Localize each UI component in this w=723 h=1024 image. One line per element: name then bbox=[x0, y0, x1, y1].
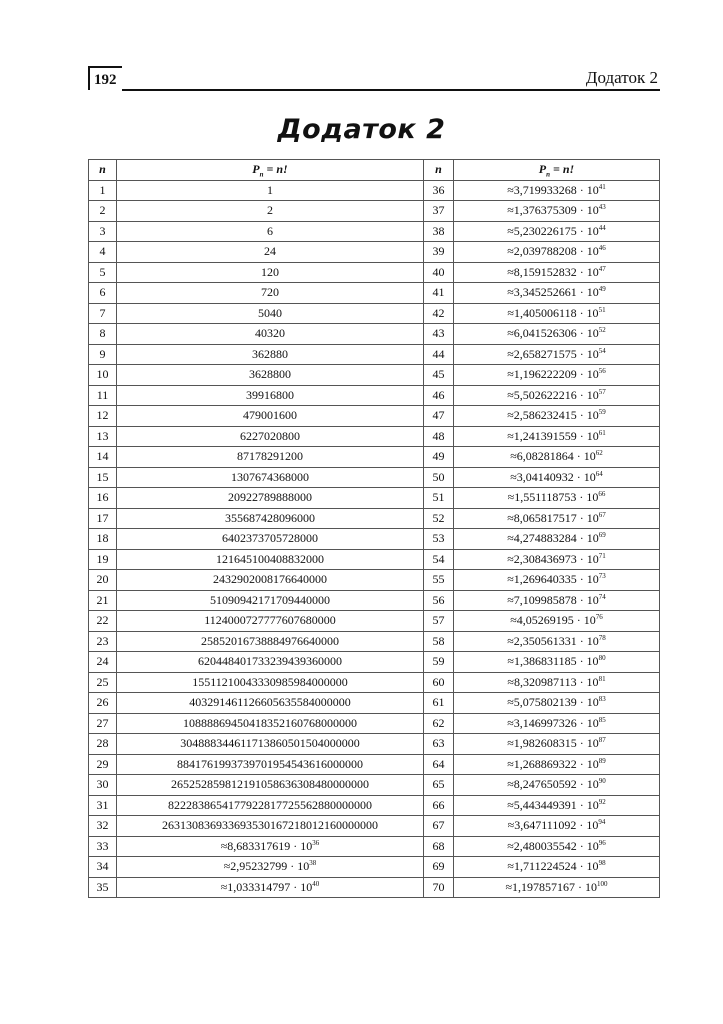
factorial-value: 263130836933693530167218012160000000 bbox=[117, 816, 424, 837]
n-value: 57 bbox=[424, 611, 454, 632]
n-value: 19 bbox=[89, 549, 117, 570]
exponent: 64 bbox=[595, 469, 603, 478]
table-row bbox=[89, 344, 660, 365]
n-value: 16 bbox=[89, 488, 117, 509]
exponent: 94 bbox=[598, 818, 606, 827]
n-value: 21 bbox=[89, 590, 117, 611]
exponent: 52 bbox=[598, 326, 606, 335]
mantissa: ≈7,109985878 · 10 bbox=[507, 592, 599, 607]
column-header-value-left bbox=[117, 160, 424, 181]
mantissa: ≈1,269640335 · 10 bbox=[507, 572, 599, 587]
n-value: 60 bbox=[424, 672, 454, 693]
table-row bbox=[89, 734, 660, 755]
n-value: 64 bbox=[424, 754, 454, 775]
n-value: 31 bbox=[89, 795, 117, 816]
exponent: 81 bbox=[598, 674, 606, 683]
n-value: 25 bbox=[89, 672, 117, 693]
mantissa: ≈1,268869322 · 10 bbox=[507, 756, 599, 771]
page-header bbox=[88, 66, 660, 90]
factorial-value bbox=[454, 283, 660, 304]
factorial-value bbox=[454, 857, 660, 878]
factorial-value: 120 bbox=[117, 262, 424, 283]
table-row bbox=[89, 447, 660, 468]
exponent: 78 bbox=[598, 633, 606, 642]
factorial-value: 362880 bbox=[117, 344, 424, 365]
factorial-table bbox=[88, 159, 660, 898]
n-value: 36 bbox=[424, 180, 454, 201]
n-value: 3 bbox=[89, 221, 117, 242]
exponent: 67 bbox=[598, 510, 606, 519]
factorial-value: 51090942171709440000 bbox=[117, 590, 424, 611]
n-value: 28 bbox=[89, 734, 117, 755]
column-header-symbol: P bbox=[538, 161, 547, 176]
factorial-value bbox=[454, 221, 660, 242]
n-value: 6 bbox=[89, 283, 117, 304]
mantissa: ≈3,719933268 · 10 bbox=[507, 182, 599, 197]
n-value: 8 bbox=[89, 324, 117, 345]
table-row bbox=[89, 693, 660, 714]
factorial-value bbox=[454, 385, 660, 406]
factorial-value bbox=[454, 467, 660, 488]
mantissa: ≈4,274883284 · 10 bbox=[507, 531, 599, 546]
exponent: 85 bbox=[598, 715, 606, 724]
factorial-value: 8841761993739701954543616000000 bbox=[117, 754, 424, 775]
n-value: 58 bbox=[424, 631, 454, 652]
factorial-value bbox=[454, 652, 660, 673]
factorial-value bbox=[454, 816, 660, 837]
factorial-value bbox=[454, 365, 660, 386]
factorial-value: 25852016738884976640000 bbox=[117, 631, 424, 652]
exponent: 89 bbox=[598, 756, 606, 765]
factorial-value bbox=[454, 303, 660, 324]
mantissa: ≈2,658271575 · 10 bbox=[507, 346, 599, 361]
mantissa: ≈1,386831185 · 10 bbox=[507, 654, 599, 669]
exponent: 61 bbox=[598, 428, 606, 437]
factorial-value: 39916800 bbox=[117, 385, 424, 406]
factorial-value: 24 bbox=[117, 242, 424, 263]
mantissa: ≈3,146997326 · 10 bbox=[507, 715, 599, 730]
table-row bbox=[89, 529, 660, 550]
n-value: 34 bbox=[89, 857, 117, 878]
n-value: 26 bbox=[89, 693, 117, 714]
factorial-value bbox=[454, 672, 660, 693]
n-value: 41 bbox=[424, 283, 454, 304]
table-row bbox=[89, 180, 660, 201]
mantissa: ≈5,443449391 · 10 bbox=[507, 797, 599, 812]
exponent: 41 bbox=[598, 182, 606, 191]
n-value: 27 bbox=[89, 713, 117, 734]
factorial-value bbox=[454, 406, 660, 427]
exponent: 44 bbox=[598, 223, 606, 232]
factorial-value: 20922789888000 bbox=[117, 488, 424, 509]
mantissa: ≈6,08281864 · 10 bbox=[510, 449, 596, 464]
table-row bbox=[89, 672, 660, 693]
factorial-value bbox=[454, 180, 660, 201]
n-value: 20 bbox=[89, 570, 117, 591]
factorial-value bbox=[454, 713, 660, 734]
mantissa: ≈8,159152832 · 10 bbox=[507, 264, 599, 279]
exponent: 74 bbox=[598, 592, 606, 601]
exponent: 46 bbox=[598, 244, 606, 253]
n-value: 49 bbox=[424, 447, 454, 468]
n-value: 46 bbox=[424, 385, 454, 406]
column-header-formula: = n! bbox=[263, 161, 288, 176]
factorial-value: 1 bbox=[117, 180, 424, 201]
exponent: 51 bbox=[598, 305, 606, 314]
table-row bbox=[89, 816, 660, 837]
n-value: 55 bbox=[424, 570, 454, 591]
n-value: 52 bbox=[424, 508, 454, 529]
column-header-n-left: n bbox=[89, 160, 117, 181]
factorial-value: 265252859812191058636308480000000 bbox=[117, 775, 424, 796]
n-value: 7 bbox=[89, 303, 117, 324]
factorial-value: 355687428096000 bbox=[117, 508, 424, 529]
factorial-value: 2 bbox=[117, 201, 424, 222]
exponent: 92 bbox=[598, 797, 606, 806]
exponent: 100 bbox=[597, 879, 608, 888]
mantissa: ≈6,041526306 · 10 bbox=[507, 326, 599, 341]
n-value: 65 bbox=[424, 775, 454, 796]
n-value: 22 bbox=[89, 611, 117, 632]
factorial-value: 3628800 bbox=[117, 365, 424, 386]
factorial-value bbox=[454, 693, 660, 714]
exponent: 57 bbox=[598, 387, 606, 396]
mantissa: ≈1,197857167 · 10 bbox=[505, 879, 598, 894]
exponent: 54 bbox=[598, 346, 606, 355]
exponent: 98 bbox=[598, 859, 606, 868]
mantissa: ≈5,230226175 · 10 bbox=[507, 223, 599, 238]
table-row bbox=[89, 611, 660, 632]
factorial-value: 1307674368000 bbox=[117, 467, 424, 488]
n-value: 42 bbox=[424, 303, 454, 324]
exponent: 40 bbox=[312, 879, 320, 888]
n-value: 2 bbox=[89, 201, 117, 222]
factorial-value bbox=[454, 508, 660, 529]
mantissa: ≈2,586232415 · 10 bbox=[507, 408, 599, 423]
mantissa: ≈1,551118753 · 10 bbox=[507, 490, 599, 505]
factorial-value: 6 bbox=[117, 221, 424, 242]
exponent: 69 bbox=[598, 531, 606, 540]
factorial-value: 479001600 bbox=[117, 406, 424, 427]
exponent: 47 bbox=[598, 264, 606, 273]
n-value: 39 bbox=[424, 242, 454, 263]
n-value: 10 bbox=[89, 365, 117, 386]
n-value: 43 bbox=[424, 324, 454, 345]
factorial-value bbox=[454, 201, 660, 222]
n-value: 70 bbox=[424, 877, 454, 898]
column-header-subscript: n bbox=[546, 169, 551, 178]
n-value: 32 bbox=[89, 816, 117, 837]
exponent: 38 bbox=[309, 859, 317, 868]
factorial-value: 620448401733239439360000 bbox=[117, 652, 424, 673]
exponent: 62 bbox=[595, 449, 603, 458]
factorial-value: 15511210043330985984000000 bbox=[117, 672, 424, 693]
factorial-value: 40320 bbox=[117, 324, 424, 345]
factorial-value bbox=[454, 324, 660, 345]
n-value: 54 bbox=[424, 549, 454, 570]
column-header-n-right: n bbox=[424, 160, 454, 181]
table-row bbox=[89, 303, 660, 324]
factorial-value bbox=[454, 590, 660, 611]
table-row bbox=[89, 242, 660, 263]
exponent: 83 bbox=[598, 695, 606, 704]
table-row bbox=[89, 877, 660, 898]
n-value: 17 bbox=[89, 508, 117, 529]
table-row bbox=[89, 754, 660, 775]
table-row bbox=[89, 365, 660, 386]
factorial-value bbox=[454, 529, 660, 550]
exponent: 43 bbox=[598, 203, 606, 212]
exponent: 56 bbox=[598, 367, 606, 376]
column-header-formula: = n! bbox=[550, 161, 575, 176]
factorial-value bbox=[454, 344, 660, 365]
exponent: 87 bbox=[598, 736, 606, 745]
mantissa: ≈2,039788208 · 10 bbox=[507, 244, 599, 259]
n-value: 53 bbox=[424, 529, 454, 550]
n-value: 68 bbox=[424, 836, 454, 857]
factorial-value bbox=[117, 877, 424, 898]
n-value: 67 bbox=[424, 816, 454, 837]
factorial-value: 720 bbox=[117, 283, 424, 304]
n-value: 62 bbox=[424, 713, 454, 734]
factorial-value bbox=[454, 262, 660, 283]
mantissa: ≈1,711224524 · 10 bbox=[507, 859, 599, 874]
table-header-row bbox=[89, 160, 660, 181]
factorial-value bbox=[454, 877, 660, 898]
exponent: 49 bbox=[598, 285, 606, 294]
n-value: 33 bbox=[89, 836, 117, 857]
factorial-value bbox=[454, 754, 660, 775]
n-value: 11 bbox=[89, 385, 117, 406]
column-header-subscript: n bbox=[259, 169, 264, 178]
table-row bbox=[89, 631, 660, 652]
n-value: 69 bbox=[424, 857, 454, 878]
mantissa: ≈2,480035542 · 10 bbox=[507, 838, 599, 853]
n-value: 48 bbox=[424, 426, 454, 447]
mantissa: ≈1,405006118 · 10 bbox=[507, 305, 599, 320]
factorial-value: 403291461126605635584000000 bbox=[117, 693, 424, 714]
exponent: 76 bbox=[595, 613, 603, 622]
mantissa: ≈2,308436973 · 10 bbox=[507, 551, 599, 566]
factorial-value: 121645100408832000 bbox=[117, 549, 424, 570]
table-row bbox=[89, 549, 660, 570]
mantissa: ≈5,075802139 · 10 bbox=[507, 695, 599, 710]
factorial-value bbox=[454, 570, 660, 591]
factorial-value: 1124000727777607680000 bbox=[117, 611, 424, 632]
factorial-value: 6227020800 bbox=[117, 426, 424, 447]
exponent: 59 bbox=[598, 408, 606, 417]
mantissa: ≈1,376375309 · 10 bbox=[507, 203, 599, 218]
table-row bbox=[89, 201, 660, 222]
n-value: 63 bbox=[424, 734, 454, 755]
factorial-value: 8222838654177922817725562880000000 bbox=[117, 795, 424, 816]
n-value: 59 bbox=[424, 652, 454, 673]
exponent: 73 bbox=[598, 572, 606, 581]
n-value: 14 bbox=[89, 447, 117, 468]
n-value: 29 bbox=[89, 754, 117, 775]
factorial-value: 6402373705728000 bbox=[117, 529, 424, 550]
mantissa: ≈2,350561331 · 10 bbox=[507, 633, 599, 648]
table-row bbox=[89, 467, 660, 488]
mantissa: ≈5,502622216 · 10 bbox=[507, 387, 599, 402]
mantissa: ≈1,033314797 · 10 bbox=[220, 879, 313, 894]
mantissa: ≈3,647111092 · 10 bbox=[507, 818, 599, 833]
mantissa: ≈1,196222209 · 10 bbox=[507, 367, 599, 382]
mantissa: ≈8,065817517 · 10 bbox=[507, 510, 599, 525]
table-row bbox=[89, 652, 660, 673]
n-value: 12 bbox=[89, 406, 117, 427]
factorial-value bbox=[454, 795, 660, 816]
n-value: 4 bbox=[89, 242, 117, 263]
mantissa: ≈8,683317619 · 10 bbox=[220, 838, 313, 853]
factorial-value bbox=[454, 488, 660, 509]
page-title: Додаток 2 bbox=[277, 114, 446, 145]
factorial-value: 5040 bbox=[117, 303, 424, 324]
n-value: 44 bbox=[424, 344, 454, 365]
factorial-value bbox=[454, 447, 660, 468]
table-row bbox=[89, 324, 660, 345]
table-row bbox=[89, 795, 660, 816]
exponent: 36 bbox=[312, 838, 320, 847]
table-row bbox=[89, 262, 660, 283]
running-title: Додаток 2 bbox=[585, 68, 658, 87]
n-value: 45 bbox=[424, 365, 454, 386]
table-body bbox=[89, 180, 660, 898]
table-row bbox=[89, 508, 660, 529]
exponent: 66 bbox=[598, 490, 606, 499]
factorial-value bbox=[454, 549, 660, 570]
n-value: 37 bbox=[424, 201, 454, 222]
column-header-symbol: P bbox=[252, 161, 260, 176]
n-value: 56 bbox=[424, 590, 454, 611]
column-header-value-right bbox=[454, 160, 660, 181]
n-value: 1 bbox=[89, 180, 117, 201]
mantissa: ≈4,05269195 · 10 bbox=[510, 613, 596, 628]
factorial-value bbox=[454, 734, 660, 755]
exponent: 80 bbox=[598, 654, 606, 663]
table-row bbox=[89, 385, 660, 406]
n-value: 51 bbox=[424, 488, 454, 509]
page-number: 192 bbox=[88, 66, 122, 90]
n-value: 38 bbox=[424, 221, 454, 242]
factorial-value bbox=[117, 857, 424, 878]
factorial-value: 10888869450418352160768000000 bbox=[117, 713, 424, 734]
factorial-value bbox=[454, 631, 660, 652]
mantissa: ≈1,982608315 · 10 bbox=[507, 736, 599, 751]
table-row bbox=[89, 283, 660, 304]
n-value: 24 bbox=[89, 652, 117, 673]
table-row bbox=[89, 488, 660, 509]
factorial-value: 2432902008176640000 bbox=[117, 570, 424, 591]
table-row bbox=[89, 836, 660, 857]
n-value: 61 bbox=[424, 693, 454, 714]
n-value: 15 bbox=[89, 467, 117, 488]
table-row bbox=[89, 570, 660, 591]
table-row bbox=[89, 221, 660, 242]
factorial-value bbox=[454, 836, 660, 857]
n-value: 66 bbox=[424, 795, 454, 816]
table-row bbox=[89, 775, 660, 796]
n-value: 23 bbox=[89, 631, 117, 652]
factorial-value bbox=[454, 426, 660, 447]
factorial-value: 87178291200 bbox=[117, 447, 424, 468]
mantissa: ≈3,04140932 · 10 bbox=[510, 469, 596, 484]
mantissa: ≈8,320987113 · 10 bbox=[507, 674, 599, 689]
factorial-value: 304888344611713860501504000000 bbox=[117, 734, 424, 755]
mantissa: ≈3,345252661 · 10 bbox=[507, 285, 599, 300]
table-row bbox=[89, 857, 660, 878]
n-value: 50 bbox=[424, 467, 454, 488]
mantissa: ≈8,247650592 · 10 bbox=[507, 777, 599, 792]
mantissa: ≈1,241391559 · 10 bbox=[507, 428, 599, 443]
exponent: 71 bbox=[598, 551, 606, 560]
exponent: 96 bbox=[598, 838, 606, 847]
n-value: 40 bbox=[424, 262, 454, 283]
n-value: 30 bbox=[89, 775, 117, 796]
factorial-value bbox=[117, 836, 424, 857]
mantissa: ≈2,95232799 · 10 bbox=[223, 859, 310, 874]
header-rule bbox=[122, 89, 660, 91]
exponent: 90 bbox=[598, 777, 606, 786]
n-value: 9 bbox=[89, 344, 117, 365]
table-row bbox=[89, 590, 660, 611]
table-row bbox=[89, 406, 660, 427]
factorial-value bbox=[454, 611, 660, 632]
table-row bbox=[89, 713, 660, 734]
n-value: 18 bbox=[89, 529, 117, 550]
n-value: 13 bbox=[89, 426, 117, 447]
n-value: 5 bbox=[89, 262, 117, 283]
n-value: 47 bbox=[424, 406, 454, 427]
factorial-value bbox=[454, 775, 660, 796]
n-value: 35 bbox=[89, 877, 117, 898]
factorial-value bbox=[454, 242, 660, 263]
table-row bbox=[89, 426, 660, 447]
